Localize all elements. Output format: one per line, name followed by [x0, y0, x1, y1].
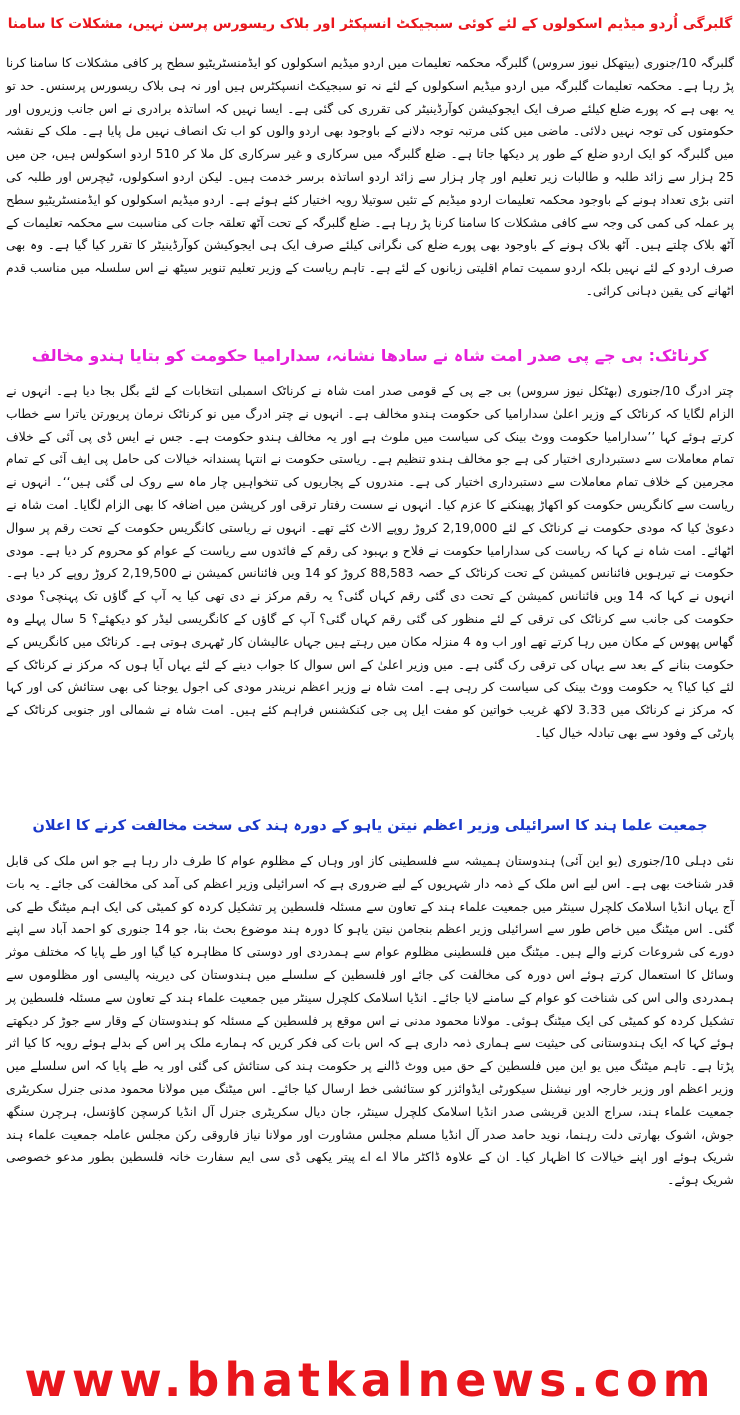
headline-jamiat-netanyahu: جمعیت علما ہند کا اسرائیلی وزیر اعظم نیتن یاہو کے دورہ ہند کی سخت مخالفت کرنے کا اعلان [32, 818, 708, 834]
article-jamiat-body: نئی دہلی 10/جنوری (یو این آئی) ہندوستان ہمیشہ سے فلسطینی کاز اور وہاں کے مظلوم عوام کا طرف دار رہا ہے جو اس ملک کی قابل قدر شناخت بھی ہے۔ اس لیے اس ملک کے ذمہ دار شہریوں کے لیے ضروری ہے کہ اسرائیلی وزیر اعظم کی آمد کی مخالفت کی جائے۔ یہ بات آج یہاں انڈیا اسلامک کلچرل سینٹر میں جمعیت علماء ہند کے تعاون سے مسئلہ فلسطین پر تشکیل کردہ کو کمیٹی کی ایک اہم میٹنگ طے کی گئی۔ اس میٹنگ میں خاص طور سے اسرائیلی وزیر اعظم بنجامن نیتن یاہو کا دورہ ہند موضوع بحث بنا، جو 14 جنوری کو احمد آباد سے اپنے دورے کی شروعات کرنے والے ہیں۔ میٹنگ میں فلسطینی مظلوم عوام سے ہمدردی اور دوستی کا مظاہرہ کیا گیا اور طے پایا کہ مختلف موثر وسائل کا استعمال کرتے ہوئے اس دورہ کی مخالفت کی جائے اور فلسطین کے سلسلے میں ہندوستان کی دیرینہ پالیسی اور مظلوموں سے ہمدردی والی اس کی شناخت کو عوام کے سامنے لایا جائے۔ انڈیا اسلامک کلچرل سینٹر میں جمعیت علماء ہند کے تعاون سے مسئلہ فلسطین پر تشکیل کردہ کو کمیٹی کی ایک میٹنگ ہوئی۔ مولانا محمود مدنی نے اس موقع پر فلسطین کے مسئلہ کو ہندوستان کے وقار سے جوڑ کر دیکھتے ہوئے کہا کہ ایک ہندوستانی کی حیثیت سے ہماری ذمہ داری ہے کہ اس بات کی فکر کریں کہ ہمارے ملک پر اس کے بدلے ہوئے رویہ کا کیا اثر پڑتا ہے۔ تاہم میٹنگ میں یو این میں فلسطین کے حق میں ووٹ ڈالنے پر حکومت ہند کی ستائش کی گئی اور یہ طے پایا کہ اس سلسلے میں وزیر اعظم اور وزیر خارجہ اور نیشنل سیکورٹی ایڈوائزر کو ستائشی خط ارسال کیا جائے۔ اس میٹنگ میں مولانا محمود مدنی جنرل سکریٹری جمعیت علماء ہند، سراج الدین قریشی صدر انڈیا اسلامک کلچرل سینٹر، جان دیال سکریٹری جنرل آل انڈیا کرسچن کاؤنسل، ہرچرن سنگھ جوش، اشوک بھارتی دلت رہنما، نوید حامد صدر آل انڈیا مسلم مجلس مشاورت اور مولانا نیاز فاروقی رکن مجلس عاملہ جمعیت علماء ہند شریک ہوئے اور اپنے خیالات کا اظہار کیا۔ ان کے علاوہ ڈاکٹر مالا اے اے پیتر یکھی ڈی سی ایم سفارت خانہ فلسطین بطور مدعو خصوصی شریک ہوئے۔ [6, 854, 734, 1188]
footer-website-url[interactable]: www.bhatkalnews.com [24, 1353, 716, 1407]
headline-urdu-schools: گلبرگی اُردو میڈیم اسکولوں کے لئے کوئی سبجیکٹ انسپکٹر اور بلاک ریسورس پرسن نہیں، مشکلات کا سامنا [7, 16, 733, 32]
headline-amit-shah-karnataka: کرناٹک: بی جے پی صدر امت شاہ نے سادھا نشانہ، سدارامیا حکومت کو بتایا ہندو مخالف [31, 346, 709, 365]
article-urdu-schools-body: گلبرگہ 10/جنوری (بیتھکل نیوز سروس) گلبرگہ محکمہ تعلیمات میں اردو میڈیم اسکولوں کو ایڈمنسٹریٹیو سطح پر کافی مشکلات کا سامنا کرنا پڑ رہا ہے۔ محکمہ تعلیمات گلبرگہ میں اردو میڈیم اسکولوں کے لئے نہ تو سبجیکٹ انسپکٹرس ہیں اور نہ ہی بلاک ریسورس پرسنس۔ حد تو یہ بھی ہے کہ پورے ضلع کیلئے صرف ایک ایجوکیشن کوآرڈینیٹر کی تقرری کی گئی ہے۔ ایسا نہیں کہ اساتذہ برادری نے اس جانب وزیروں اور حکومتوں کی توجہ نہیں دلائی۔ ماضی میں کئی مرتبہ توجہ دلانے کے باوجود بھی اردو والوں کو اب تک انصاف نہیں مل پایا ہے۔ ملک کے نقشہ میں گلبرگہ کو ایک اردو ضلع کے طور پر دیکھا جاتا ہے۔ ضلع گلبرگہ میں سرکاری و غیر سرکاری کل ملا کر 510 اردو اسکولس ہیں، جن میں 25 ہزار سے زائد طلبہ و طالبات زیر تعلیم اور چار ہزار سے زائد اردو اساتذہ برسر خدمت ہیں۔ لیکن اردو اسکولوں، ٹیچرس اور طلبہ کی اتنی بڑی تعداد ہونے کے باوجود محکمہ تعلیمات اردو میڈیم کے تئیں سوتیلا رویہ اختیار کئے ہوئے ہے۔ اردو میڈیم اسکولوں کو ایڈمنسٹریٹیو سطح پر عملہ کی کمی کی وجہ سے کافی مشکلات کا سامنا کرنا پڑ رہا ہے۔ ضلع گلبرگہ کے تحت آٹھ تعلقہ جات کی مناسبت سے محکمہ تعلیمات کے آٹھ بلاک چلتے ہیں۔ آٹھ بلاک ہونے کے باوجود بھی پورے ضلع کی نگرانی کیلئے صرف ایک ہی ایجوکیشن کوآرڈینیٹر کا تقرر کیا گیا ہے۔ وہ بھی صرف اردو کے لئے نہیں بلکہ اردو سمیت تمام اقلیتی زبانوں کے لئے ہے۔ تاہم ریاست کے وزیر تعلیم تنویر سیٹھ نے اس سلسلہ میں مناسب قدم اٹھانے کی یقین دہانی کرائی۔ [6, 56, 735, 298]
article-amit-shah-body: چتر ادرگ 10/جنوری (بھٹکل نیوز سروس) بی جے پی کے قومی صدر امت شاہ نے کرناٹک اسمبلی انتخابات کے لئے بگل بجا دیا ہے۔ انہوں نے الزام لگایا کہ کرناٹک کے وزیر اعلیٰ سدارامیا کی حکومت ہندو مخالف ہے۔ انہوں نے چتر ادرگ میں نو کرناٹک نرمان پریورتن یاترا سے خطاب کرتے ہوئے کہا ’’سدارامیا حکومت ووٹ بینک کی سیاست میں ملوث ہے اور یہ مخالف ہندو حکومت ہے۔ جس نے ایس ڈی پی آئی کے خلاف تمام معاملات سے دستبرداری اختیار کی ہے جو مخالف ہندو تنظیم ہے۔ ریاستی حکومت نے انتہا پسندانہ خیالات کی حامل پی ایف آئی کے تمام مجرمین کے خلاف تمام معاملات سے دستبرداری اختیار کی ہے۔ مندروں کے پجاریوں کی تنخواہیں چار ماہ سے روک لی گئی ہیں‘‘۔ انہوں نے ریاست سے کانگریس حکومت کو اکھاڑ پھینکنے کا عزم کیا۔ انہوں نے سست رفتار ترقی اور کرپشن میں اضافہ کا بھی الزام لگایا۔ امت شاہ نے دعویٰ کیا کہ مودی حکومت نے کرناٹک کے لئے 2,19,000 کروڑ روپے الاٹ کئے تھے۔ انہوں نے ریاستی کانگریس حکومت کے تحت رقم پر سوال اٹھائے۔ امت شاہ نے کہا کہ ریاست کی سدارامیا حکومت نے فلاح و بہبود کی رقم کے فائدوں سے ریاست کے عوام کو محروم کر دیا ہے۔ مودی حکومت نے تیرہویں فائنانس کمیشن کے تحت کرناٹک کے حصہ 88,583 کروڑ کو 14 ویں فائنانس کمیشن نے 2,19,500 کروڑ روپے کر دیا ہے۔ انہوں نے کہا کہ 14 ویں فائنانس کمیشن کے تحت دی گئی رقم کہاں گئی؟ یہ رقم مرکز نے دی تھی کیا یہ آپ کے گاؤں تک پہنچی؟ مودی حکومت کی جانب سے کرناٹک کی ترقی کے لئے منظور کی گئی رقم کہاں گئی؟ آپ کے گاؤں کے کانگریسی لیڈر کو دیکھئے؟ 5 سال پہلے وہ گھاس پھوس کے مکان میں رہا کرتے تھے اور اب وہ 4 منزلہ مکان میں رہتے ہیں جہاں عالیشان کار ٹھہری ہوتی ہے۔ کرناٹک میں کانگریس کے حکومت بنانے کے بعد سے یہاں کی ترقی رک گئی ہے۔ میں وزیر اعلیٰ کے اس سوال کا جواب دینے کے لئے یہاں آیا ہوں کہ مرکز نے کرناٹک کے لئے کیا کیا؟ یہ حکومت ووٹ بینک کی سیاست کر رہی ہے۔ امت شاہ نے وزیر اعظم نریندر مودی کی اجول یوجنا کی بھی ستائش کی اور کہا کہ مرکز نے کرناٹک میں 3.33 لاکھ غریب خواتین کو مفت ایل پی جی کنکشنس فراہم کئے ہیں۔ امت شاہ نے شمالی اور جنوبی کرناٹک کے پارٹی کے وفود سے بھی تبادلہ خیال کیا۔ [6, 384, 735, 740]
